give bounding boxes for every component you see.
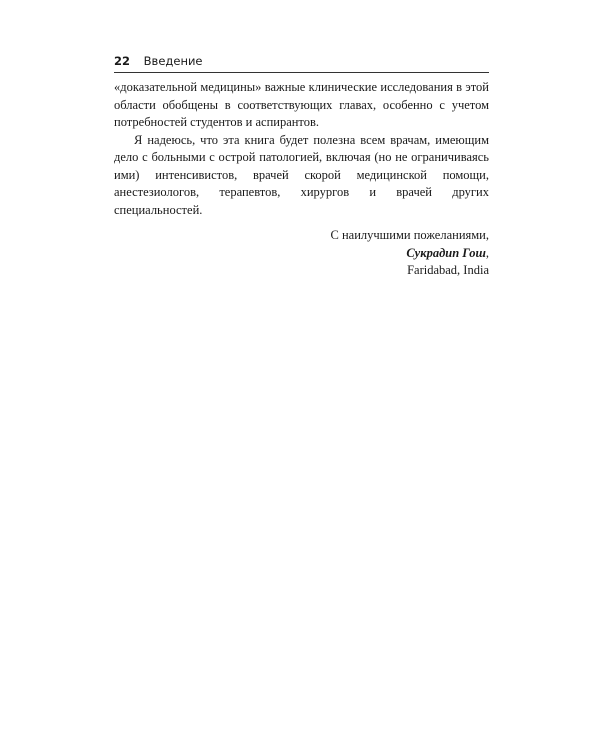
author-line xyxy=(114,245,489,263)
section-title: Введение xyxy=(143,54,203,68)
closing-line: С наилучшими пожеланиями, xyxy=(330,228,489,242)
author-name-comma: , xyxy=(485,245,489,260)
body-text xyxy=(114,79,489,219)
page-number: 22 xyxy=(114,54,131,68)
author-name: Сукрадип Гош xyxy=(406,245,486,260)
paragraph: Я надеюсь, что эта книга будет полезна всем врачам, имеющим дело с больными с острой патологией, включая (но не ограничиваясь ими) интенсивистов, врачей скорой медицинской помощи, анестезиологов, терапевтов, хирургов и врачей других специальностей. xyxy=(114,132,489,217)
running-head xyxy=(114,50,489,73)
paragraph-continuation: «доказательной медицины» важные клинические исследования в этой области обобщены в соответствующих главах, особенно с учетом потребностей студентов и аспирантов. xyxy=(114,80,489,129)
author-location: Faridabad, India xyxy=(407,263,489,277)
signature-block xyxy=(114,227,489,280)
